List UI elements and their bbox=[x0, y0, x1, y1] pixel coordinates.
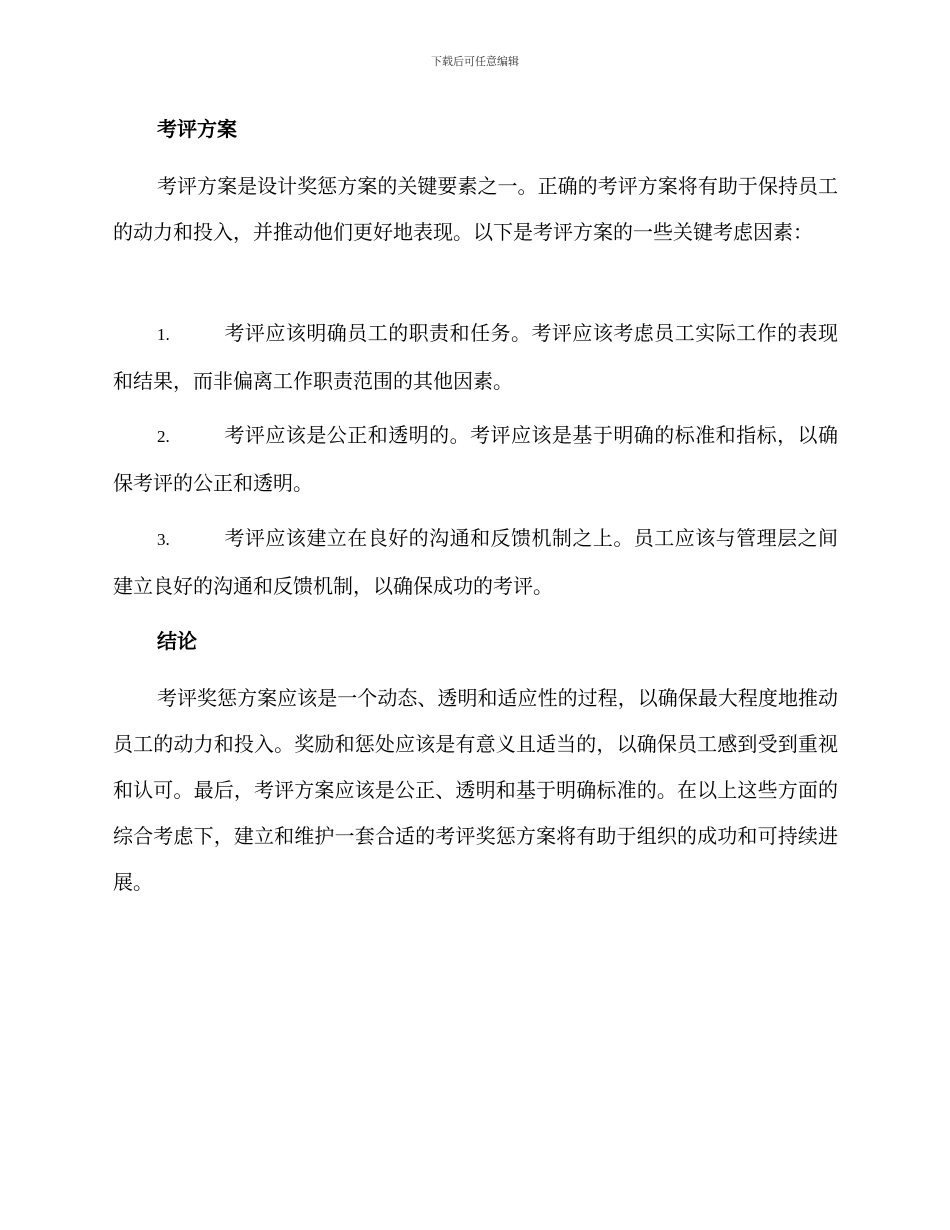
list-item-text: 考评应该是公正和透明的。考评应该是基于明确的标准和指标，以确保考评的公正和透明。 bbox=[113, 423, 838, 495]
list-item-text: 考评应该明确员工的职责和任务。考评应该考虑员工实际工作的表现和结果，而非偏离工作职责范围的其他因素。 bbox=[113, 321, 838, 393]
list-item-number: 2. bbox=[157, 427, 170, 446]
section-heading-evaluation: 考评方案 bbox=[157, 117, 237, 141]
conclusion-paragraph: 考评奖惩方案应该是一个动态、透明和适应性的过程，以确保最大程度地推动员工的动力和投入。奖励和惩处应该是有意义且适当的，以确保员工感到受到重视和认可。最后，考评方案应该是公正、透明和基于明确标准的。在以上这些方面的综合考虑下，建立和维护一套合适的考评奖惩方案将有助于组织的成功和可持续进展。 bbox=[113, 686, 838, 894]
list-item-number: 1. bbox=[157, 325, 170, 344]
list-item-text: 考评应该建立在良好的沟通和反馈机制之上。员工应该与管理层之间建立良好的沟通和反馈机制，以确保成功的考评。 bbox=[113, 526, 838, 598]
list-item-number: 3. bbox=[157, 530, 170, 549]
list-item bbox=[113, 412, 838, 506]
evaluation-intro-paragraph: 考评方案是设计奖惩方案的关键要素之一。正确的考评方案将有助于保持员工的动力和投入，并推动他们更好地表现。以下是考评方案的一些关键考虑因素： bbox=[113, 174, 838, 244]
header-note: 下载后可任意编辑 bbox=[431, 55, 519, 68]
list-item bbox=[113, 515, 838, 609]
section-heading-conclusion: 结论 bbox=[157, 629, 197, 653]
list-item bbox=[113, 310, 838, 404]
